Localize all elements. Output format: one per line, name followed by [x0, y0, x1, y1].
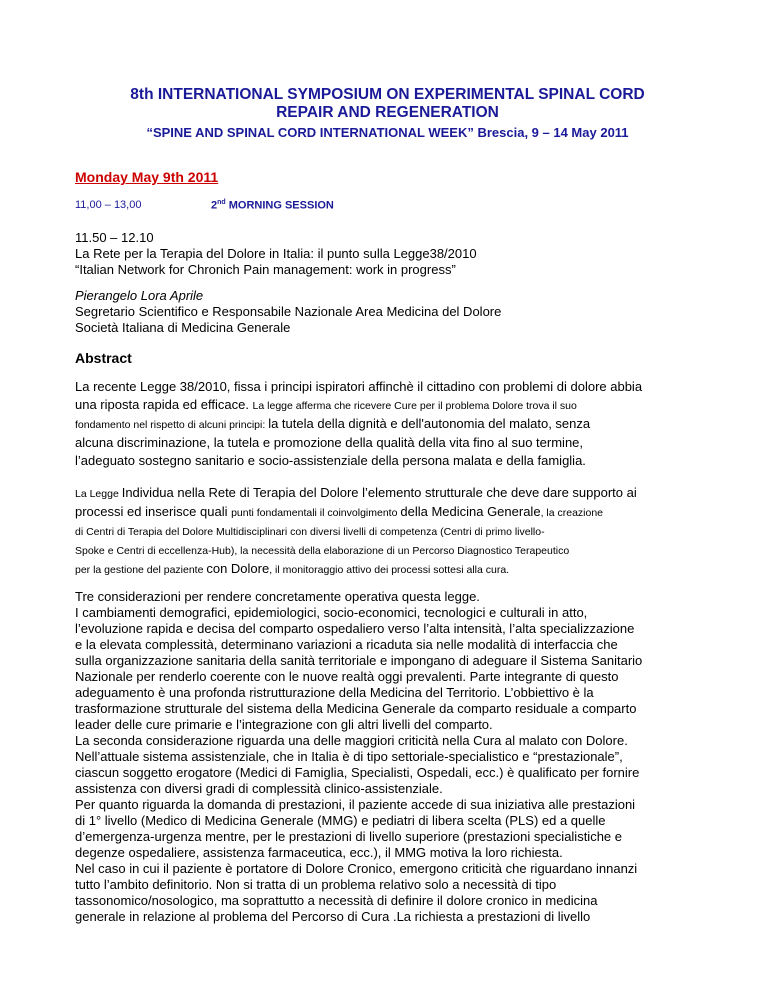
session-time: 11,00 – 13,00	[75, 199, 142, 211]
abstract-paragraph-1	[75, 378, 700, 470]
p2-line: processi ed inserisce quali punti fondamentali il coinvolgimento della Medicina Generale, la creazione	[75, 504, 604, 519]
session-ordinal: 2	[211, 199, 218, 212]
p3-line: tassonomico/nosologico, ma soprattutto a necessità di definire il dolore cronico in medicina	[75, 893, 598, 908]
session-name	[211, 199, 334, 212]
p3-line: e la elevata complessità, determinano variazioni a ricaduta sia nelle modalità di interfaccia che	[75, 637, 618, 652]
p2-line: di Centri di Terapia del Dolore Multidisciplinari con diversi livelli di competenza (Centri di primo livello-	[75, 526, 545, 538]
talk-info	[75, 230, 700, 278]
p3-line: tutto l’ambito definitorio. Non si tratta di un problema relativo solo a necessità di tipo	[75, 877, 557, 892]
p3-line: generale in relazione al problema del Percorso di Cura .La richiesta a prestazioni di livello	[75, 909, 591, 924]
p1-line: fondamento nel rispetto di alcuni principi: la tutela della dignità e dell'autonomia del malato, senza	[75, 416, 591, 431]
p3-line: d’emergenza-urgenza mentre, per le prestazioni di livello superiore (prestazioni specialistiche e	[75, 829, 622, 844]
p2-line: La Legge Individua nella Rete di Terapia del Dolore l’elemento strutturale che deve dare supporto ai	[75, 485, 637, 500]
p3-line: Nazionale per renderlo coerente con le nuove realtà oggi prevalenti. Parte integrante di questo	[75, 669, 619, 684]
talk-title-en: “Italian Network for Chronich Pain management: work in progress”	[75, 262, 456, 277]
day-heading: Monday May 9th 2011	[75, 169, 219, 185]
p3-line: Per quanto riguarda la domanda di prestazioni, il paziente accede di sua iniziativa alle prestazioni	[75, 797, 636, 812]
p3-line: leader delle cure primarie e l’integrazione con gli altri livelli del comparto.	[75, 717, 493, 732]
speaker-role: Segretario Scientifico e Responsabile Nazionale Area Medicina del Dolore	[75, 304, 502, 319]
title-line-1: 8th INTERNATIONAL SYMPOSIUM ON EXPERIMENTAL SPINAL CORD	[130, 86, 645, 103]
document-subtitle: “SPINE AND SPINAL CORD INTERNATIONAL WEEK” Brescia, 9 – 14 May 2011	[146, 125, 629, 140]
p1-line: una riposta rapida ed efficace. La legge afferma che ricevere Cure per il problema Dolore trova il suo	[75, 397, 577, 412]
p3-line: l’evoluzione rapida e decisa del comparto ospedaliero verso l’alta intensità, l’alta specializzazione	[75, 621, 635, 636]
p1-line: La recente Legge 38/2010, fissa i principi ispiratori affinchè il cittadino con problemi di dolore abbia	[75, 379, 643, 394]
talk-time: 11.50 – 12.10	[75, 230, 154, 245]
p3-line: Nell’attuale sistema assistenziale, che in Italia è di tipo settoriale-specialistico e “prestazionale”,	[75, 749, 623, 764]
speaker-info	[75, 288, 700, 336]
p3-line: Tre considerazioni per rendere concretamente operativa questa legge.	[75, 589, 480, 604]
speaker-name: Pierangelo Lora Aprile	[75, 288, 204, 303]
p3-line: adeguamento è una profonda ristrutturazione della Medicina del Territorio. L’obbiettivo è la	[75, 685, 594, 700]
p3-line: degenze ospedaliere, assistenza farmaceutica, ecc.), il MMG motiva la loro richiesta.	[75, 845, 563, 860]
talk-title-it: La Rete per la Terapia del Dolore in Italia: il punto sulla Legge38/2010	[75, 246, 477, 261]
abstract-paragraph-2	[75, 484, 700, 579]
p3-line: trasformazione strutturale del sistema della Medicina Generale da comparto residuale a comparto	[75, 701, 637, 716]
session-label: MORNING SESSION	[228, 199, 334, 212]
session-ordinal-suffix: nd	[217, 199, 226, 206]
p3-line: I cambiamenti demografici, epidemiologici, socio-economici, tecnologici e culturali in atto,	[75, 605, 588, 620]
abstract-heading: Abstract	[75, 350, 132, 366]
p3-line: assistenza con diversi gradi di complessità clinico-assistenziale.	[75, 781, 443, 796]
p1-line: alcuna discriminazione, la tutela e promozione della qualità della vita fino al suo termine,	[75, 435, 584, 450]
p2-line: per la gestione del paziente con Dolore, il monitoraggio attivo dei processi sottesi alla cura.	[75, 561, 510, 576]
p1-line: l’adeguato sostegno sanitario e socio-assistenziale della persona malata e della famiglia.	[75, 453, 586, 468]
abstract-paragraph-3	[75, 589, 700, 925]
p2-line: Spoke e Centri di eccellenza-Hub), la necessità della elaborazione di un Percorso Diagnostico Terapeutico	[75, 545, 570, 557]
p3-line: Nel caso in cui il paziente è portatore di Dolore Cronico, emergono criticità che riguardano innanzi	[75, 861, 638, 876]
p3-line: La seconda considerazione riguarda una delle maggiori criticità nella Cura al malato con Dolore.	[75, 733, 628, 748]
title-line-2: REPAIR AND REGENERATION	[276, 104, 499, 121]
speaker-org: Società Italiana di Medicina Generale	[75, 320, 291, 335]
p3-line: di 1° livello (Medico di Medicina Generale (MMG) e pediatri di libera scelta (PLS) ed a quelle	[75, 813, 606, 828]
p3-line: sulla organizzazione sanitaria della sanità territoriale e impongano di adeguare il Sistema Sanitario	[75, 653, 643, 668]
document-title	[75, 86, 700, 122]
p3-line: ciascun soggetto erogatore (Medici di Famiglia, Specialisti, Ospedali, ecc.) è qualificato per fornire	[75, 765, 640, 780]
